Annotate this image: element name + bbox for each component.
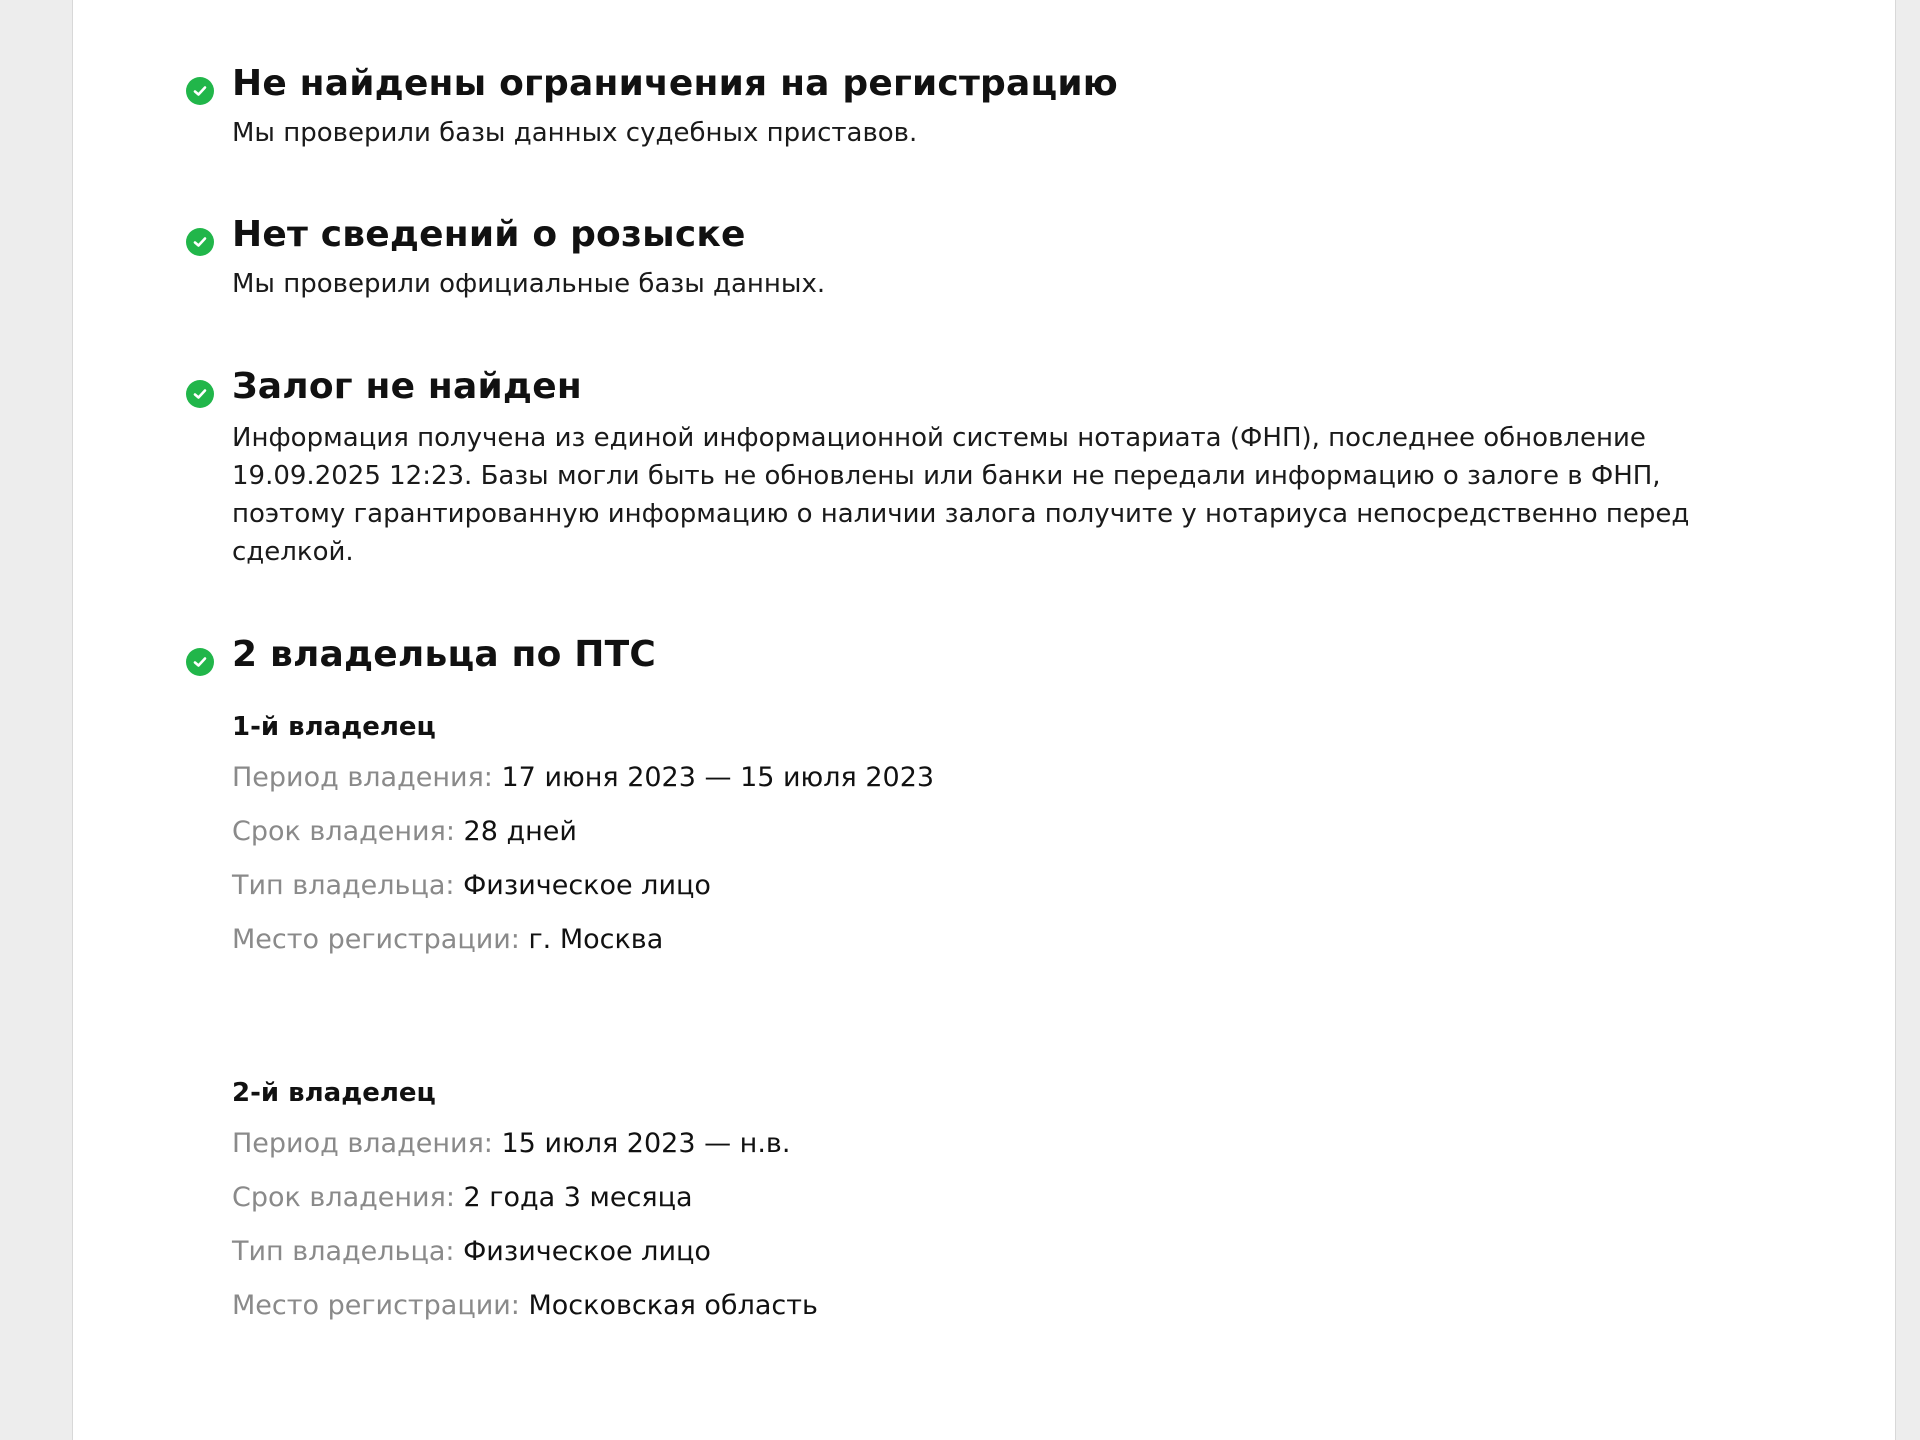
owner-place-label: Место регистрации:	[232, 924, 520, 955]
check-circle-icon	[186, 228, 214, 256]
owner-place	[232, 1287, 1826, 1325]
owner-place	[232, 921, 1826, 959]
owner-duration-value: 2 года 3 месяца	[463, 1182, 693, 1213]
check-circle-icon	[186, 380, 214, 408]
owner-duration-label: Срок владения:	[232, 1182, 455, 1213]
check-description: Информация получена из единой информационной системы нотариата (ФНП), последнее обновление 19.09.2025 12:23. Базы могли быть не обновлены или банки не передали информацию о залоге в ФНП, поэтому гарантированную информацию о наличии залога получите у нотариуса непосредственно перед сделкой.	[232, 423, 1690, 567]
owner-title: 1-й владелец	[232, 712, 436, 742]
owner-type-value: Физическое лицо	[463, 1236, 711, 1267]
check-circle-icon	[186, 648, 214, 676]
owner-type-label: Тип владельца:	[232, 1236, 455, 1267]
owner-place-value: г. Москва	[528, 924, 664, 955]
owner-place-value: Московская область	[528, 1290, 818, 1321]
owner-duration-value: 28 дней	[463, 816, 577, 847]
owner-period-value: 17 июня 2023 — 15 июля 2023	[501, 762, 935, 793]
check-wanted	[186, 211, 1826, 353]
owner-period	[232, 1125, 1826, 1163]
owner-duration	[232, 1179, 1826, 1217]
owner-title: 2-й владелец	[232, 1078, 436, 1108]
owner-type	[232, 867, 1826, 905]
report-content	[186, 60, 1826, 1325]
check-title: Залог не найден	[232, 366, 582, 407]
check-pledge	[186, 363, 1826, 631]
owner-type-value: Физическое лицо	[463, 870, 711, 901]
owner-type	[232, 1233, 1826, 1271]
owner-place-label: Место регистрации:	[232, 1290, 520, 1321]
owner-period	[232, 759, 1826, 797]
owners-section-title: 2 владельца по ПТС	[232, 634, 656, 675]
owner-card	[232, 709, 1826, 959]
owner-period-label: Период владения:	[232, 762, 493, 793]
check-registration-restrictions	[186, 60, 1826, 200]
check-circle-icon	[186, 77, 214, 105]
owners-section	[186, 631, 1826, 1325]
owner-duration-label: Срок владения:	[232, 816, 455, 847]
check-description: Мы проверили базы данных судебных приставов.	[232, 118, 918, 148]
owner-type-label: Тип владельца:	[232, 870, 455, 901]
check-title: Нет сведений о розыске	[232, 214, 746, 255]
check-title: Не найдены ограничения на регистрацию	[232, 63, 1118, 104]
owner-card	[232, 1075, 1826, 1325]
owner-duration	[232, 813, 1826, 851]
report-card	[72, 0, 1896, 1440]
check-description: Мы проверили официальные базы данных.	[232, 269, 826, 299]
owner-period-value: 15 июля 2023 — н.в.	[501, 1128, 791, 1159]
owner-period-label: Период владения:	[232, 1128, 493, 1159]
